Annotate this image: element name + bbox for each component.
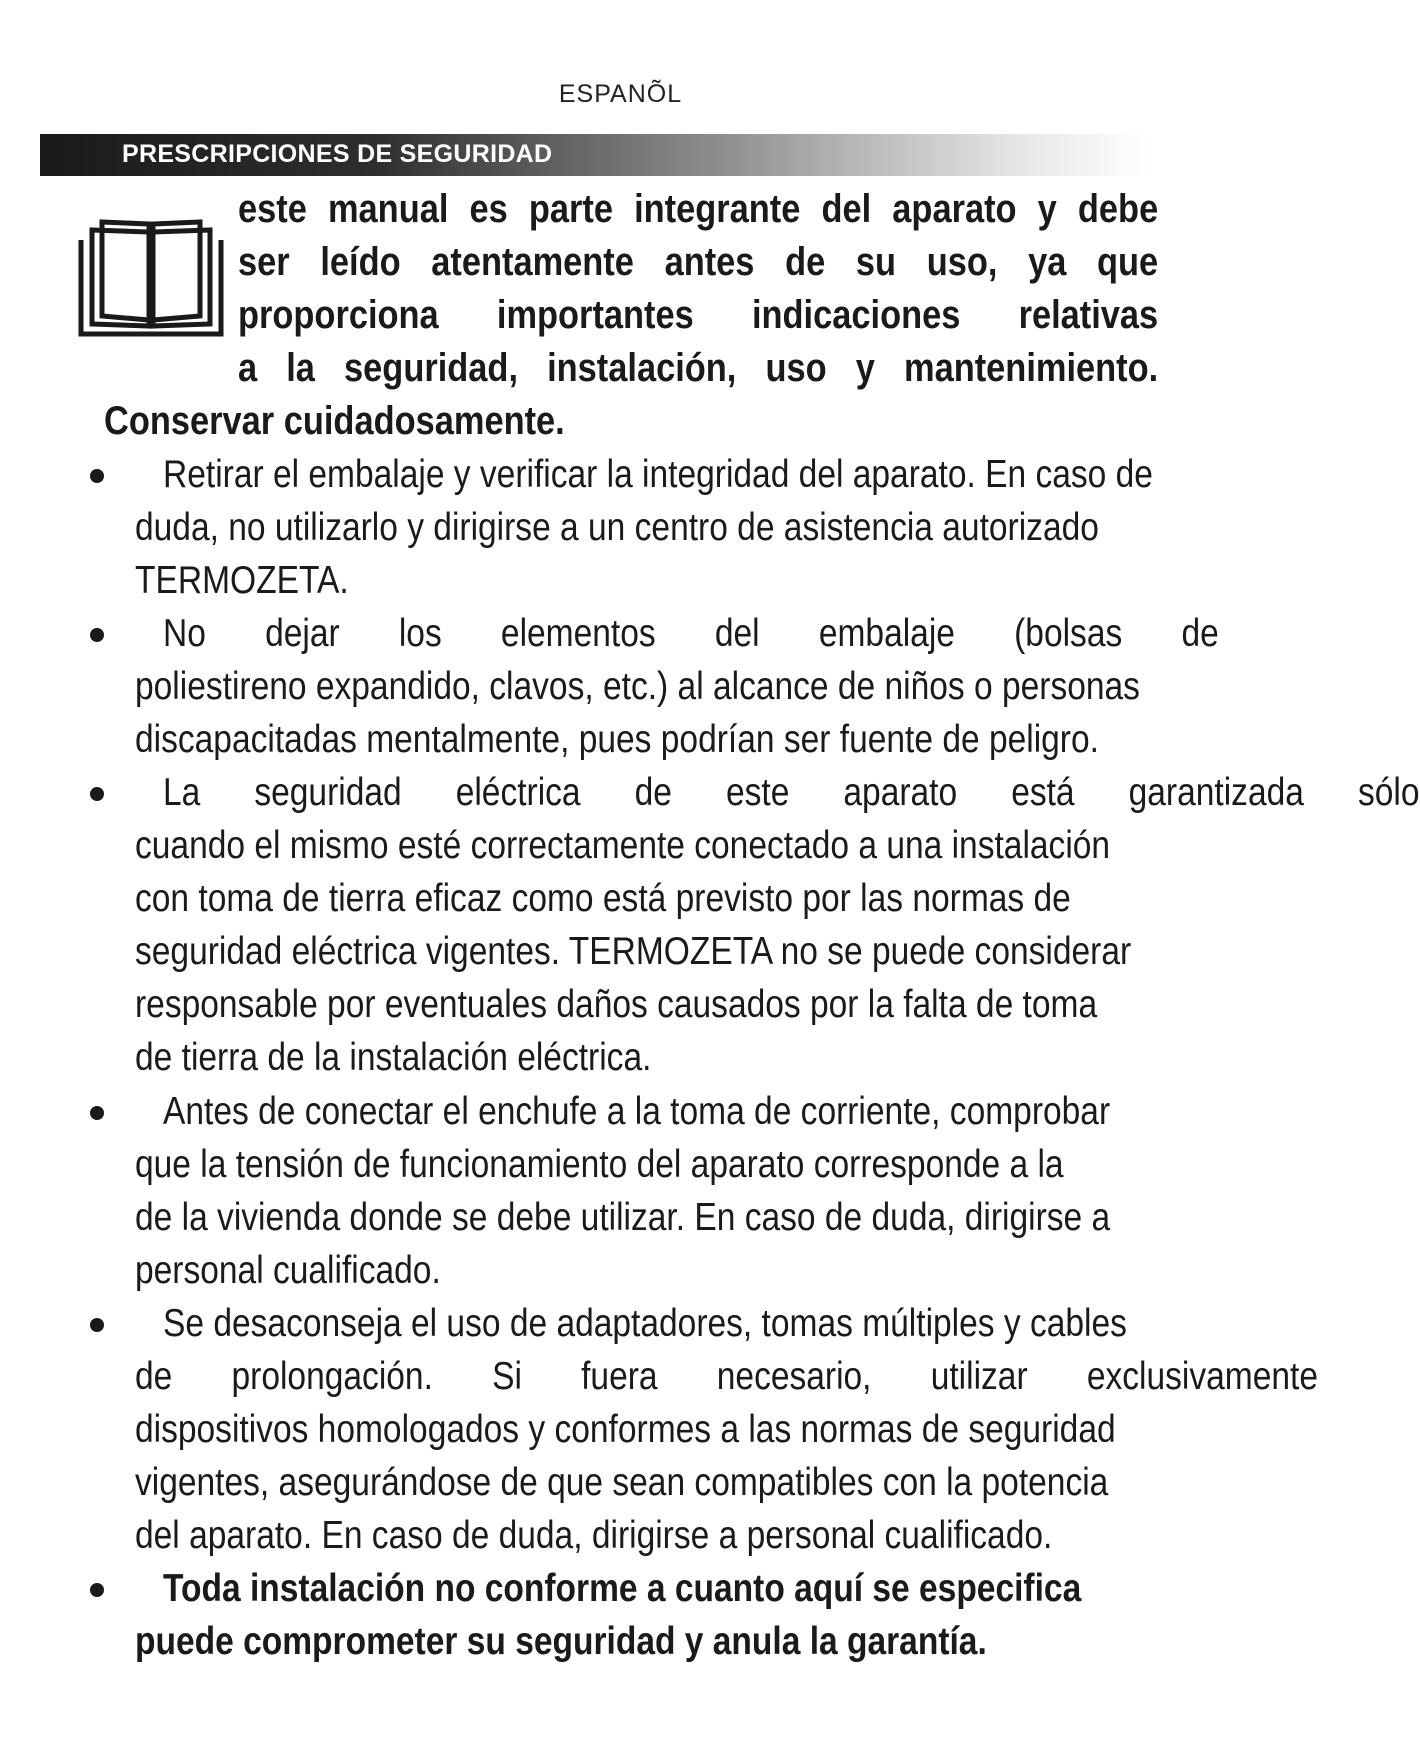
- item-line: Antes de conectar el enchufe a la toma de corriente, comprobar: [163, 1090, 1111, 1133]
- item-line: dispositivos homologados y conformes a las normas de seguridad: [135, 1408, 1116, 1451]
- bullet-icon: [90, 1318, 104, 1332]
- intro-line: a la seguridad, instalación, uso y mantenimiento.: [238, 346, 1159, 390]
- item-line: Se desaconseja el uso de adaptadores, tomas múltiples y cables: [163, 1302, 1127, 1345]
- item-line: TERMOZETA.: [135, 559, 349, 602]
- intro-line: este manual es parte integrante del aparato y debe: [238, 187, 1159, 231]
- item-line: Toda instalación no conforme a cuanto aquí se especifica: [163, 1567, 1082, 1610]
- bullet-icon: [90, 1583, 104, 1597]
- bullet-icon: [90, 787, 104, 801]
- item-line: puede comprometer su seguridad y anula la garantía.: [135, 1620, 987, 1663]
- bullet-icon: [90, 628, 104, 642]
- bullet-icon: [90, 1106, 104, 1120]
- language-label: ESPANÕL: [558, 80, 683, 108]
- item-line: Retirar el embalaje y verificar la integridad del aparato. En caso de: [163, 453, 1153, 496]
- item-line: No dejar los elementos del embalaje (bolsas de: [163, 612, 1219, 655]
- item-line: duda, no utilizarlo y dirigirse a un centro de asistencia autorizado: [135, 506, 1099, 549]
- item-line: cuando el mismo esté correctamente conectado a una instalación: [135, 824, 1111, 867]
- intro-closing: Conservar cuidadosamente.: [104, 399, 565, 443]
- section-title: PRESCRIPCIONES DE SEGURIDAD: [122, 140, 553, 168]
- intro-line: proporciona importantes indicaciones relativas: [238, 293, 1159, 337]
- item-line: de tierra de la instalación eléctrica.: [135, 1036, 652, 1079]
- item-line: de prolongación. Si fuera necesario, utilizar exclusivamente: [135, 1355, 1318, 1398]
- item-line: personal cualificado.: [135, 1249, 441, 1292]
- item-line: del aparato. En caso de duda, dirigirse a personal cualificado.: [135, 1514, 1053, 1557]
- bullet-icon: [90, 469, 104, 483]
- intro-line: ser leído atentamente antes de su uso, ya que: [238, 240, 1159, 284]
- item-line: que la tensión de funcionamiento del aparato corresponde a la: [135, 1143, 1064, 1186]
- item-line: discapacitadas mentalmente, pues podrían ser fuente de peligro.: [135, 718, 1099, 761]
- item-line: con toma de tierra eficaz como está previsto por las normas de: [135, 877, 1071, 920]
- item-line: de la vivienda donde se debe utilizar. En caso de duda, dirigirse a: [135, 1196, 1111, 1239]
- item-line: seguridad eléctrica vigentes. TERMOZETA no se puede considerar: [135, 930, 1132, 973]
- item-line: vigentes, asegurándose de que sean compatibles con la potencia: [135, 1461, 1109, 1504]
- item-line: poliestireno expandido, clavos, etc.) al alcance de niños o personas: [135, 665, 1140, 708]
- item-line: La seguridad eléctrica de este aparato está garantizada sólo: [163, 771, 1420, 814]
- item-line: responsable por eventuales daños causados por la falta de toma: [135, 983, 1098, 1026]
